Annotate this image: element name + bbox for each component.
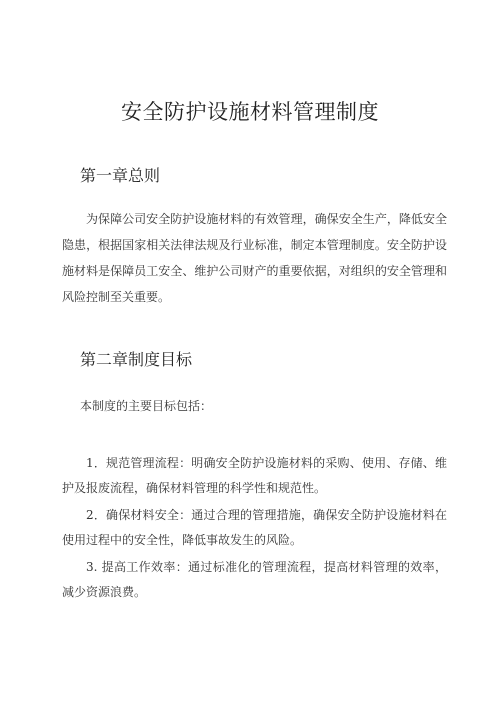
list-item-2: 2．确保材料安全：通过合理的管理措施，确保安全防护设施材料在使用过程中的安全性，降低事故发生的风险。 [62, 508, 447, 547]
list-item-3: 3. 提高工作效率：通过标准化的管理流程，提高材料管理的效率，减少资源浪费。 [62, 560, 447, 599]
document-title: 安全防护设施材料管理制度 [121, 100, 379, 124]
chapter-2-heading: 第二章制度目标 [80, 350, 193, 369]
chapter-2-intro: 本制度的主要目标包括： [80, 399, 213, 413]
chapter-1-heading: 第一章总则 [80, 166, 161, 185]
chapter-1-paragraph: 为保障公司安全防护设施材料的有效管理，确保安全生产，降低安全隐患，根据国家相关法律法规及行业标准，制定本管理制度。安全防护设施材料是保障员工安全、维护公司财产的重要依据，对组织的安全管理和风险控制至关重要。 [62, 212, 447, 304]
list-item-1: 1．规范管理流程：明确安全防护设施材料的采购、使用、存储、维护及报废流程，确保材料管理的科学性和规范性。 [62, 456, 447, 495]
